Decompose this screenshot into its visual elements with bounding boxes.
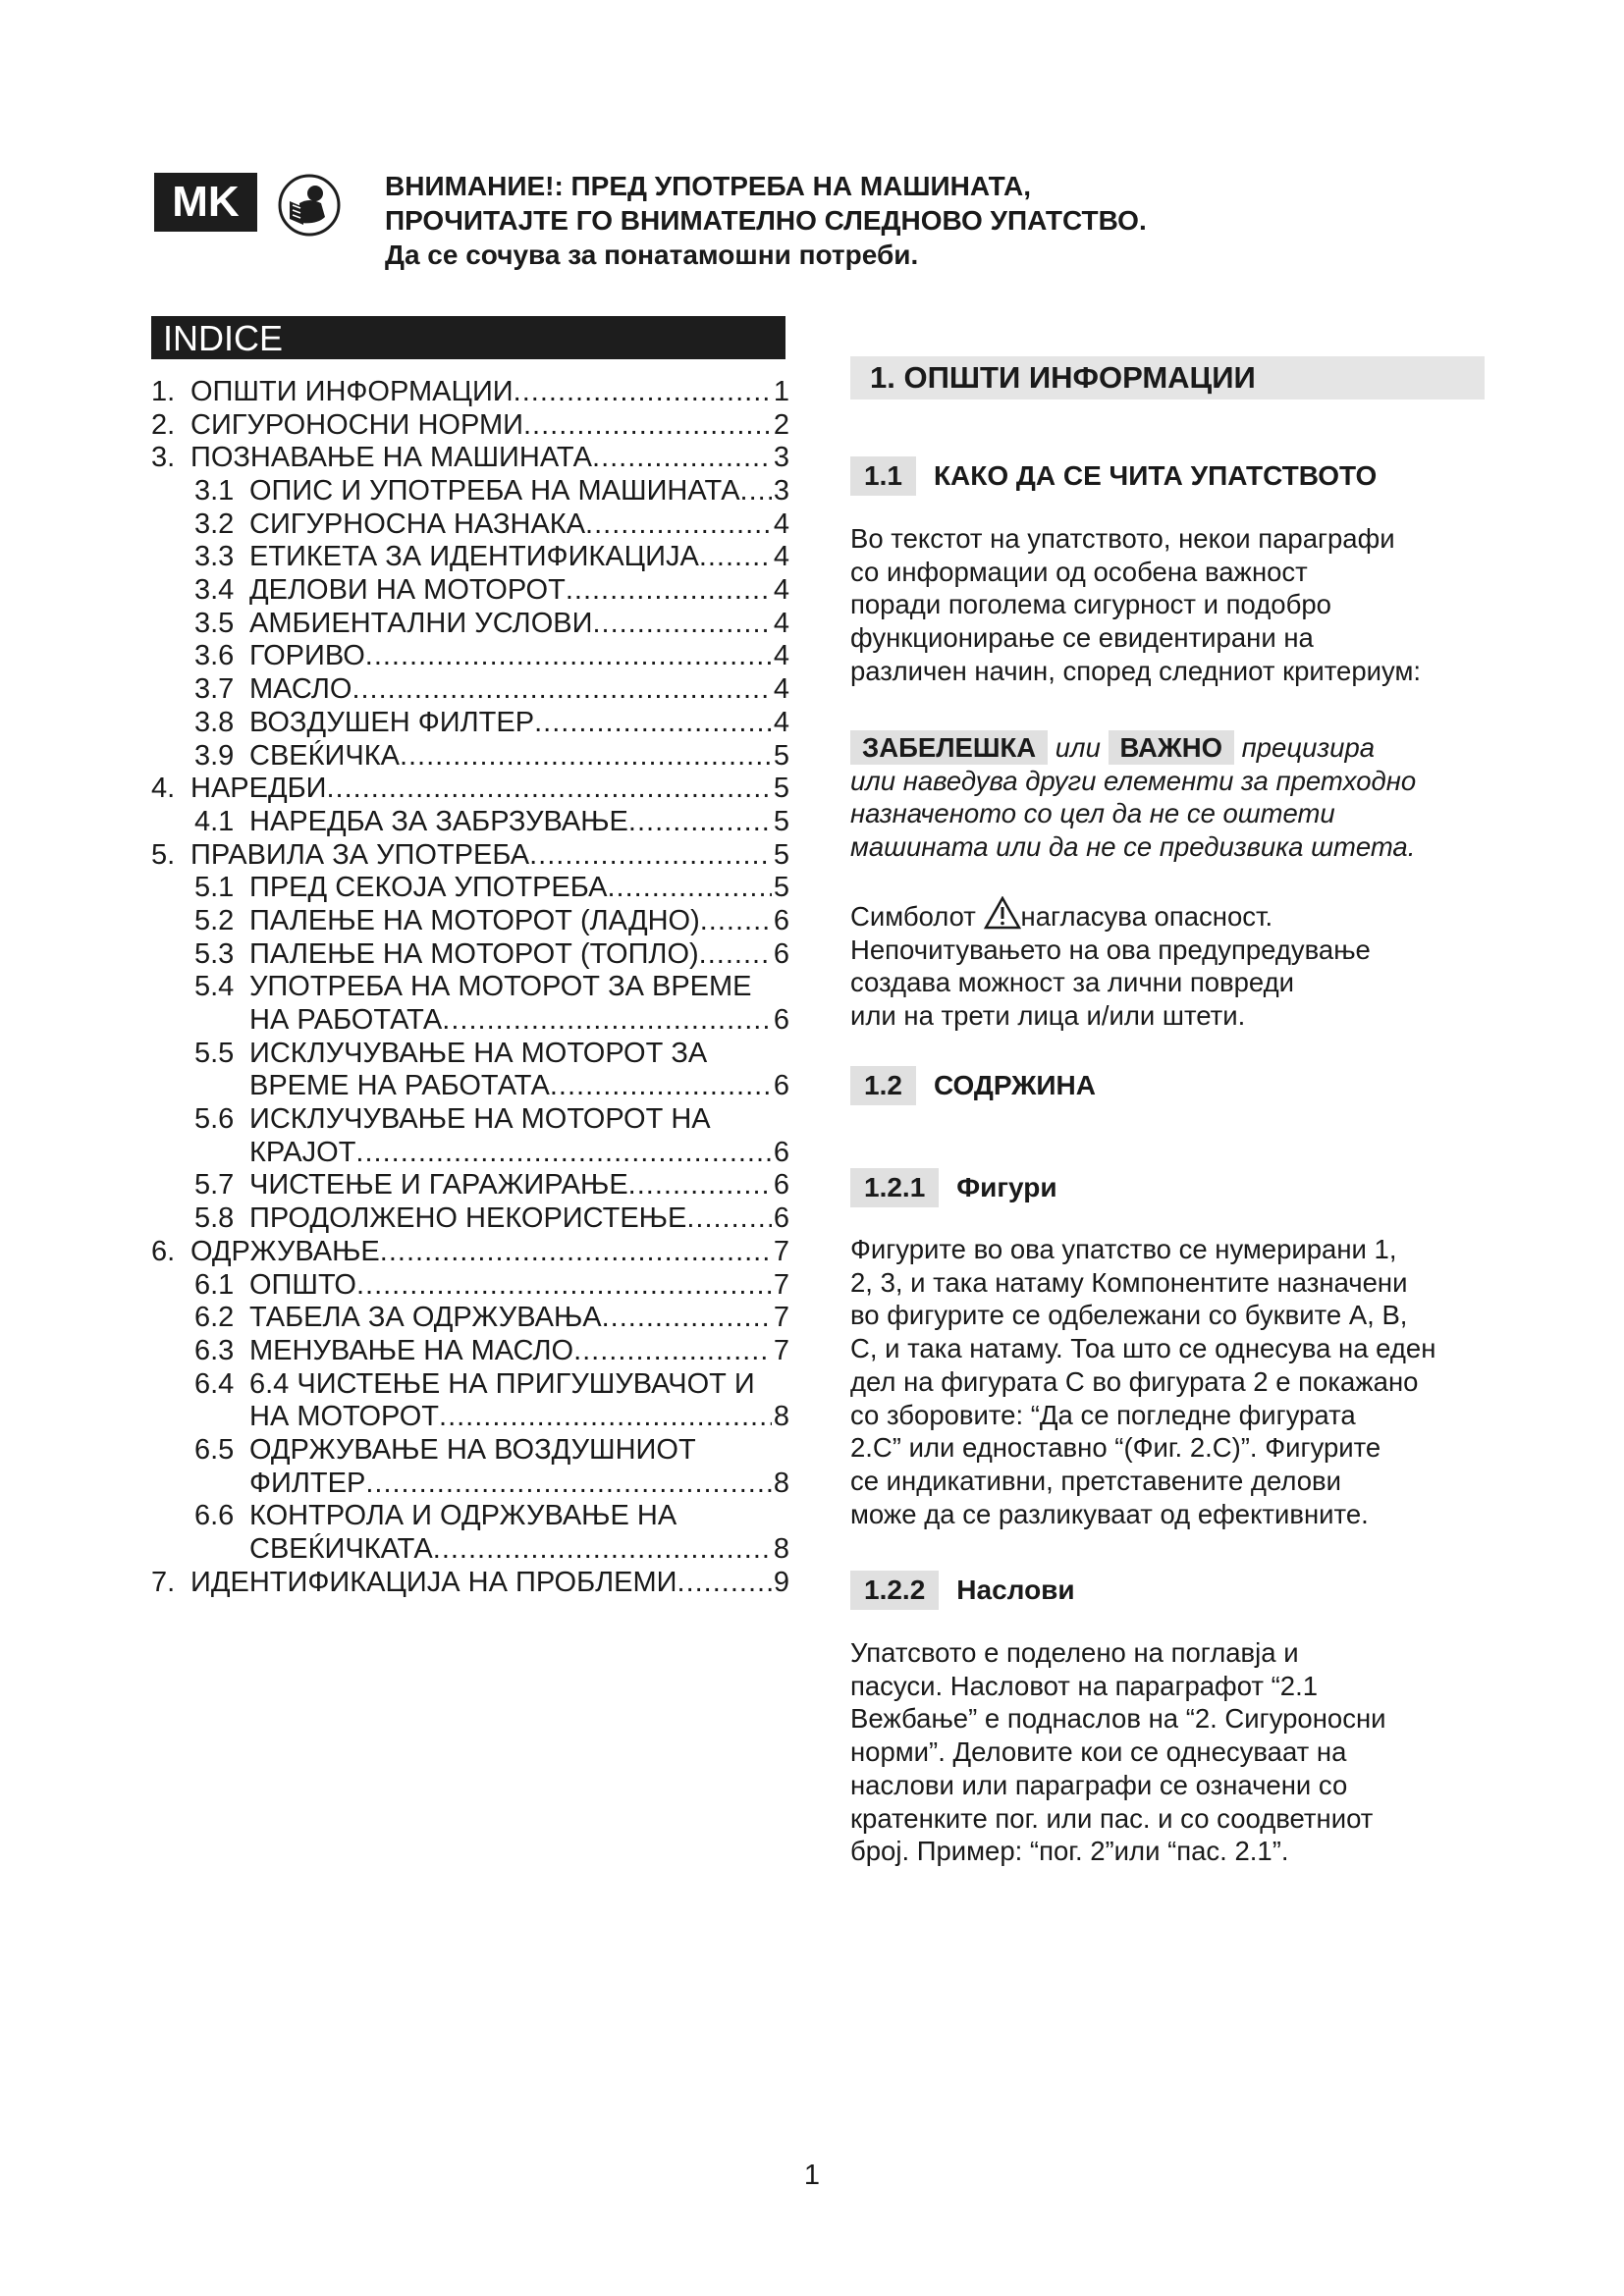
toc-entry-number: 3.1 xyxy=(194,475,235,507)
toc-entry-label: КОНТРОЛА И ОДРЖУВАЊЕ НА xyxy=(249,1500,677,1532)
toc-entry xyxy=(151,1170,789,1203)
toc-entry-number: 5.4 xyxy=(194,971,235,1003)
toc-entry-label: ИСКЛУЧУВАЊЕ НА МОТОРОТ ЗА xyxy=(249,1037,708,1069)
toc-entry-label: ОПИС И УПОТРЕБА НА МАШИНАТА xyxy=(249,475,740,507)
toc-entry-page: 8 xyxy=(773,1533,789,1566)
toc-entry xyxy=(151,1500,789,1533)
text-line: Упатсвото е поделено на поглавја и xyxy=(850,1637,1299,1668)
toc-entry-page: 5 xyxy=(773,872,789,904)
note-paragraph xyxy=(850,731,1489,864)
toc-leader-dots xyxy=(439,1401,772,1434)
text-line: се индикативни, претставените делови xyxy=(850,1465,1341,1496)
toc-leader-dots xyxy=(356,1269,772,1303)
toc-leader-dots xyxy=(592,442,772,475)
text-line: 2.C” или едноставно “(Фиг. 2.C)”. Фигурите xyxy=(850,1432,1381,1464)
text-line: C, и така натаму. Тоа што се однесува на еден xyxy=(850,1333,1436,1364)
toc-entry xyxy=(151,376,789,409)
toc-entry xyxy=(151,971,789,1004)
toc-entry-number: 4.1 xyxy=(194,805,235,837)
toc-entry-page: 5 xyxy=(773,773,789,805)
toc-entry-label: ПАЛЕЊЕ НА МОТОРОТ (ТОПЛО) xyxy=(249,937,699,970)
toc-entry xyxy=(151,905,789,938)
toc-entry xyxy=(151,938,789,972)
toc-entry-number: 3.9 xyxy=(194,739,235,772)
toc-entry xyxy=(151,1335,789,1368)
toc-entry-label: АМБИЕНТАЛНИ УСЛОВИ xyxy=(249,607,593,639)
toc-entry-number: 3.3 xyxy=(194,541,235,573)
toc-entry xyxy=(151,641,789,674)
toc-entry-label: СИГУРНОСНА НАЗНАКА xyxy=(249,507,586,540)
text-line: кратенките пог. или пас. и со соодветниот xyxy=(850,1802,1374,1834)
toc-leader-dots xyxy=(365,640,772,673)
toc-entry-label: ЕТИКЕТА ЗА ИДЕНТИФИКАЦИЈА xyxy=(249,541,699,573)
text-line: со информации од особена важност xyxy=(850,556,1308,587)
toc-entry-label: ТАБЕЛА ЗА ОДРЖУВАЊА xyxy=(249,1302,602,1334)
toc-entry-label: УПОТРЕБА НА МОТОРОТ ЗА ВРЕМЕ xyxy=(249,971,752,1003)
toc-leader-dots xyxy=(566,574,772,608)
toc-entry-label: ГОРИВО xyxy=(249,640,365,672)
toc-entry-label: ДЕЛОВИ НА МОТОРОТ xyxy=(249,574,566,607)
toc-leader-dots xyxy=(699,938,772,972)
toc-entry xyxy=(151,442,789,475)
toc-entry-number: 5.6 xyxy=(194,1103,235,1136)
toc-leader-dots xyxy=(327,773,772,806)
toc-entry-page: 4 xyxy=(773,673,789,706)
section-title: КАКО ДА СЕ ЧИТА УПАТСТВОТО xyxy=(933,460,1378,491)
text-line: 2, 3, и така натаму Компонентите назначени xyxy=(850,1266,1408,1298)
toc-entry-page: 1 xyxy=(773,375,789,407)
toc-entry-page: 6 xyxy=(773,904,789,936)
toc-entry-page: 6 xyxy=(773,1004,789,1037)
toc-entry-page: 5 xyxy=(773,838,789,871)
toc-entry-page: 6 xyxy=(773,1202,789,1235)
toc-entry-label: НАРЕДБА ЗА ЗАБРЗУВАЊЕ xyxy=(249,805,628,837)
toc-entry-page: 7 xyxy=(773,1302,789,1334)
text-line: Фигурите во ова упатство се нумерирани 1, xyxy=(850,1234,1397,1264)
text-line: Непочитувањето на ова предупредување xyxy=(850,934,1371,965)
toc-entry xyxy=(151,1302,789,1335)
toc-entry xyxy=(151,1004,789,1038)
text-line: нагласува опасност. xyxy=(1020,901,1273,932)
text-line: број. Пример: “пог. 2”или “пас. 2.1”. xyxy=(850,1836,1289,1867)
toc-entry xyxy=(151,1269,789,1303)
toc-entry xyxy=(151,1434,789,1468)
toc-entry-page: 4 xyxy=(773,507,789,540)
toc-entry-number: 6. xyxy=(151,1235,176,1267)
toc-entry-page: 7 xyxy=(773,1235,789,1267)
toc-entry-label: ВРЕМЕ НА РАБОТАТА xyxy=(249,1070,550,1102)
text-line: наслови или параграфи се означени со xyxy=(850,1769,1348,1800)
symbol-paragraph xyxy=(850,896,1489,1033)
toc-leader-dots xyxy=(573,1335,772,1368)
toc-leader-dots xyxy=(523,409,772,443)
toc-entry-page: 3 xyxy=(773,475,789,507)
language-badge: MK xyxy=(154,173,257,232)
toc-entry xyxy=(151,608,789,641)
section-1-2-2-paragraph xyxy=(850,1636,1489,1868)
toc-entry xyxy=(151,475,789,508)
toc-entry-number: 1. xyxy=(151,375,176,407)
section-1-title: 1. ОПШТИ ИНФОРМАЦИИ xyxy=(850,356,1485,400)
text-line: дел на фигурата C во фигурата 2 е покажано xyxy=(850,1365,1419,1397)
text-line: прецизира xyxy=(1241,732,1376,763)
toc-entry-label: ОПШТО xyxy=(249,1268,356,1301)
toc-leader-dots xyxy=(433,1533,772,1567)
table-of-contents xyxy=(151,376,789,1599)
toc-entry-number: 5.2 xyxy=(194,904,235,936)
section-number: 1.2 xyxy=(850,1066,916,1105)
section-title: СОДРЖИНА xyxy=(933,1070,1096,1100)
toc-entry-number: 5.8 xyxy=(194,1202,235,1235)
toc-entry xyxy=(151,574,789,608)
section-1-2-1-paragraph xyxy=(850,1233,1489,1530)
toc-entry-label: МАСЛО xyxy=(249,673,352,706)
toc-entry-label: ЧИСТЕЊЕ И ГАРАЖИРАЊЕ xyxy=(249,1169,628,1201)
toc-entry xyxy=(151,1137,789,1170)
toc-leader-dots xyxy=(529,839,772,873)
toc-entry-number: 7. xyxy=(151,1566,176,1598)
text-line: назначеното со цел да не се оштети xyxy=(850,798,1335,829)
important-tag: ВАЖНО xyxy=(1109,730,1234,765)
index-title: INDICE xyxy=(151,316,785,359)
toc-entry-page: 3 xyxy=(773,442,789,474)
warning-line-3: Да се сочува за понатамошни потреби. xyxy=(385,240,919,270)
toc-entry-page: 8 xyxy=(773,1467,789,1499)
toc-entry-number: 6.3 xyxy=(194,1334,235,1366)
toc-entry xyxy=(151,1468,789,1501)
toc-entry-number: 6.4 xyxy=(194,1367,235,1400)
toc-entry-page: 7 xyxy=(773,1334,789,1366)
toc-entry-number: 3.6 xyxy=(194,640,235,672)
toc-entry-label: ОДРЖУВАЊЕ xyxy=(190,1235,380,1267)
warning-line-2: ПРОЧИТАЈТЕ ГО ВНИМАТЕЛНО СЛЕДНОВО УПАТСТВО. xyxy=(385,205,1147,236)
toc-leader-dots xyxy=(602,1302,772,1335)
toc-entry-label: ФИЛТЕР xyxy=(249,1467,366,1499)
toc-entry-number: 6.1 xyxy=(194,1268,235,1301)
text-line: во фигурите се одбележани со буквите A, B, xyxy=(850,1300,1408,1331)
toc-entry xyxy=(151,1202,789,1236)
text-or: или xyxy=(1055,732,1101,763)
section-number: 1.2.2 xyxy=(850,1571,939,1610)
toc-leader-dots xyxy=(686,1202,772,1236)
toc-entry-label: СВЕЌИЧКАТА xyxy=(249,1533,433,1566)
text-line: или на трети лица и/или штети. xyxy=(850,1000,1246,1032)
toc-entry-page: 6 xyxy=(773,1169,789,1201)
text-line: поради поголема сигурност и подобро xyxy=(850,589,1331,620)
section-title: Наслови xyxy=(956,1575,1075,1605)
toc-leader-dots xyxy=(628,806,772,839)
toc-leader-dots xyxy=(585,508,772,542)
section-number: 1.1 xyxy=(850,456,916,496)
toc-entry xyxy=(151,1567,789,1600)
section-1-1-heading xyxy=(850,456,1377,496)
toc-entry xyxy=(151,806,789,839)
toc-entry-page: 8 xyxy=(773,1401,789,1433)
toc-entry-number: 3.5 xyxy=(194,607,235,639)
toc-leader-dots xyxy=(628,1169,772,1202)
text-line: машината или да не се предизвика штета. xyxy=(850,831,1416,863)
text-line: пасуси. Насловот на параграфот “2.1 xyxy=(850,1670,1318,1701)
toc-entry-label: СИГУРОНОСНИ НОРМИ xyxy=(190,408,523,441)
warning-triangle-icon xyxy=(984,896,1021,930)
toc-entry-label: НА МОТОРОТ xyxy=(249,1401,440,1433)
toc-entry-label: ПРЕД СЕКОЈА УПОТРЕБА xyxy=(249,872,608,904)
toc-entry-label: ОДРЖУВАЊЕ НА ВОЗДУШНИОТ xyxy=(249,1433,696,1466)
toc-entry-label: ИДЕНТИФИКАЦИЈА НА ПРОБЛЕМИ xyxy=(190,1566,677,1598)
toc-leader-dots xyxy=(380,1236,772,1269)
toc-entry xyxy=(151,1368,789,1402)
toc-leader-dots xyxy=(365,1468,772,1501)
toc-entry xyxy=(151,673,789,707)
toc-entry xyxy=(151,872,789,905)
toc-leader-dots xyxy=(514,376,772,409)
toc-entry-label: НАРЕДБИ xyxy=(190,773,327,805)
text-line: функционирање се евидентирани на xyxy=(850,622,1314,654)
toc-entry xyxy=(151,740,789,774)
text-line: норми”. Деловите кои се однесуваат на xyxy=(850,1736,1347,1768)
note-tag: ЗАБЕЛЕШКА xyxy=(850,730,1048,765)
section-1-1-paragraph xyxy=(850,522,1489,688)
text-line: може да се разликуваат од ефективните. xyxy=(850,1498,1369,1529)
toc-entry-label: ОПШТИ ИНФОРМАЦИИ xyxy=(190,375,514,407)
toc-leader-dots xyxy=(740,475,772,508)
toc-leader-dots xyxy=(592,608,771,641)
toc-entry-number: 5.5 xyxy=(194,1037,235,1069)
toc-entry xyxy=(151,1533,789,1567)
toc-entry xyxy=(151,409,789,443)
text-line: со зборовите: “Да се погледне фигурата xyxy=(850,1399,1356,1430)
toc-entry-label: ПРОДОЛЖЕНО НЕКОРИСТЕЊЕ xyxy=(249,1202,687,1235)
toc-entry-label: МЕНУВАЊЕ НА МАСЛО xyxy=(249,1334,574,1366)
toc-leader-dots xyxy=(534,707,772,740)
section-1-2-heading xyxy=(850,1066,1096,1105)
toc-entry-page: 4 xyxy=(773,574,789,607)
toc-entry xyxy=(151,1038,789,1071)
toc-entry-label: ПАЛЕЊЕ НА МОТОРОТ (ЛАДНО) xyxy=(249,904,700,936)
text-line: различен начин, според следниот критериум: xyxy=(850,655,1421,686)
toc-entry-label: КРАЈОТ xyxy=(249,1136,356,1168)
toc-entry-label: НА РАБОТАТА xyxy=(249,1004,443,1037)
toc-entry-label: СВЕЌИЧКА xyxy=(249,739,400,772)
toc-entry-number: 3.7 xyxy=(194,673,235,706)
toc-entry-page: 4 xyxy=(773,541,789,573)
section-number: 1.2.1 xyxy=(850,1168,939,1207)
page-number: 1 xyxy=(803,2160,821,2191)
toc-entry-page: 6 xyxy=(773,1070,789,1102)
text-line: Во текстот на упатството, некои параграфи xyxy=(850,523,1395,554)
toc-entry-page: 6 xyxy=(773,937,789,970)
toc-leader-dots xyxy=(550,1070,772,1103)
toc-entry-number: 5.1 xyxy=(194,872,235,904)
text-line: или наведува други елементи за претходно xyxy=(850,765,1417,796)
toc-leader-dots xyxy=(400,740,772,774)
toc-entry-page: 4 xyxy=(773,706,789,738)
toc-entry-number: 3. xyxy=(151,442,176,474)
toc-entry-label: 6.4 ЧИСТЕЊЕ НА ПРИГУШУВАЧОТ И xyxy=(249,1367,755,1400)
toc-leader-dots xyxy=(608,872,772,905)
toc-entry xyxy=(151,839,789,873)
toc-entry-page: 9 xyxy=(773,1566,789,1598)
toc-entry-number: 6.2 xyxy=(194,1302,235,1334)
toc-entry-label: ПРАВИЛА ЗА УПОТРЕБА xyxy=(190,838,530,871)
toc-entry xyxy=(151,508,789,542)
toc-leader-dots xyxy=(442,1004,772,1038)
toc-leader-dots xyxy=(699,541,772,574)
toc-entry-number: 6.5 xyxy=(194,1433,235,1466)
text-line: Вежбање” е поднаслов на “2. Сигуроносни xyxy=(850,1703,1386,1735)
toc-entry-label: ВОЗДУШЕН ФИЛТЕР xyxy=(249,706,535,738)
text-line: Симболот xyxy=(850,901,976,932)
read-warning xyxy=(385,169,1147,272)
toc-entry-number: 6.6 xyxy=(194,1500,235,1532)
toc-entry xyxy=(151,1103,789,1137)
toc-entry-page: 4 xyxy=(773,640,789,672)
toc-entry xyxy=(151,1401,789,1434)
toc-leader-dots xyxy=(352,673,771,707)
toc-entry-number: 3.2 xyxy=(194,507,235,540)
toc-entry-number: 3.8 xyxy=(194,706,235,738)
section-1-2-1-heading xyxy=(850,1168,1057,1207)
read-manual-icon xyxy=(278,174,341,237)
toc-entry-number: 3.4 xyxy=(194,574,235,607)
toc-leader-dots xyxy=(355,1137,771,1170)
text-line: создава можност за лични повреди xyxy=(850,967,1295,998)
toc-entry-page: 4 xyxy=(773,607,789,639)
toc-entry xyxy=(151,541,789,574)
toc-entry xyxy=(151,1070,789,1103)
toc-entry-page: 7 xyxy=(773,1268,789,1301)
toc-entry-number: 5. xyxy=(151,838,176,871)
toc-entry xyxy=(151,707,789,740)
toc-leader-dots xyxy=(700,905,772,938)
toc-leader-dots xyxy=(677,1567,772,1600)
toc-entry-page: 2 xyxy=(773,408,789,441)
toc-entry-page: 6 xyxy=(773,1136,789,1168)
toc-entry-page: 5 xyxy=(773,739,789,772)
toc-entry-label: ПОЗНАВАЊЕ НА МАШИНАТА xyxy=(190,442,593,474)
toc-entry-label: ИСКЛУЧУВАЊЕ НА МОТОРОТ НА xyxy=(249,1103,711,1136)
toc-entry-number: 5.3 xyxy=(194,937,235,970)
toc-entry-number: 4. xyxy=(151,773,176,805)
toc-entry xyxy=(151,773,789,806)
section-title: Фигури xyxy=(956,1172,1057,1202)
toc-entry-number: 2. xyxy=(151,408,176,441)
warning-line-1: ВНИМАНИЕ!: ПРЕД УПОТРЕБА НА МАШИНАТА, xyxy=(385,171,1032,201)
toc-entry-page: 5 xyxy=(773,805,789,837)
section-1-2-2-heading xyxy=(850,1571,1075,1610)
toc-entry xyxy=(151,1236,789,1269)
toc-entry-number: 5.7 xyxy=(194,1169,235,1201)
